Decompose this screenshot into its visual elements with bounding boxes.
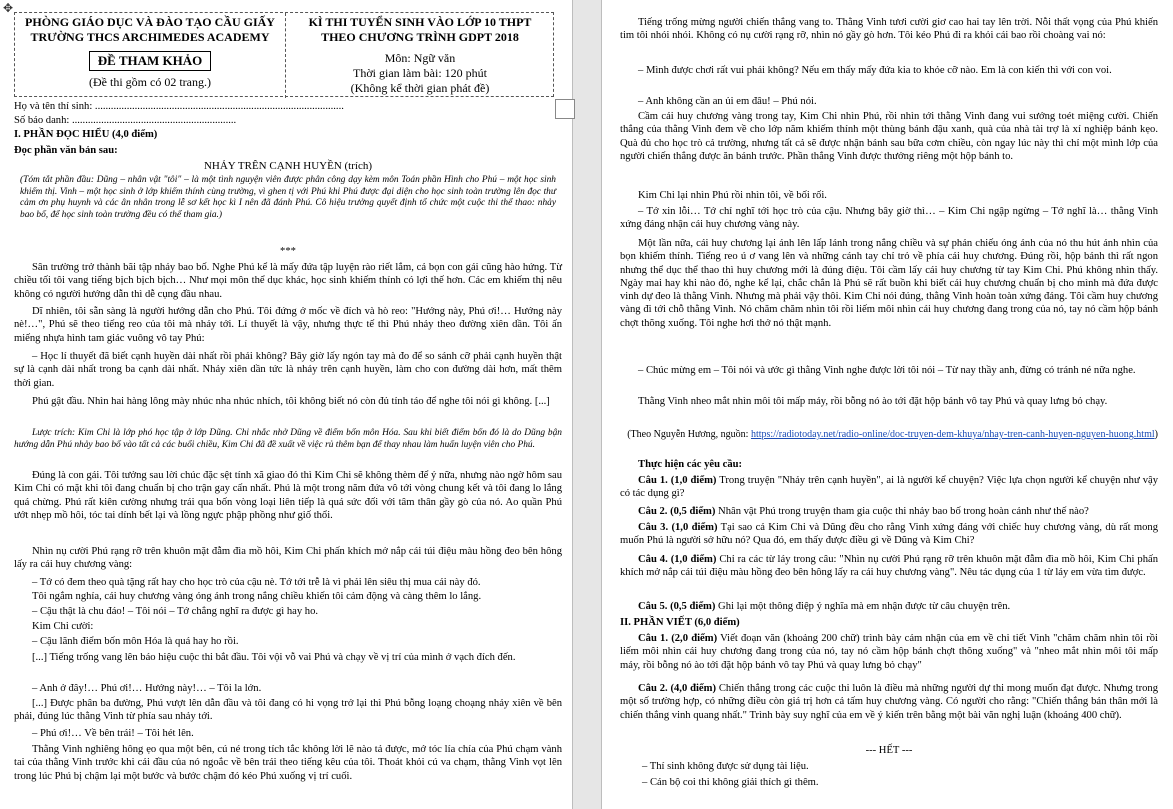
program-title: THEO CHƯƠNG TRÌNH GDPT 2018 (321, 30, 519, 44)
source-suffix: ) (1154, 429, 1158, 440)
tasks-heading: Thực hiện các yêu cầu: (638, 459, 743, 470)
question-2-text: Nhân vật Phú trong truyện tham gia cuộc thi nhảy bao bố trong hoàn cảnh như thế nào? (715, 506, 1089, 517)
source-link[interactable]: https://radiotoday.net/radio-online/doc-truyen-dem-khuya/nhay-tren-canh-huyen-nguyen-huong.html (750, 429, 1155, 440)
story-paragraph: – Cậu lãnh điểm bốn môn Hóa là quá hay ho rồi. (32, 636, 239, 647)
part2-heading: II. PHẦN VIẾT (6,0 điểm) (620, 617, 740, 628)
story-paragraph: Thằng Vinh nheo mắt nhìn môi tôi mấp máy, rồi bỗng nó ào tới đặt hộp bánh vô tay Phú và quay lưng bỏ chạy. (638, 396, 1108, 407)
question-3-label: Câu 3. (1,0 điểm) (638, 522, 718, 533)
page-1 (0, 0, 572, 809)
story-paragraph: – Cậu thật là chu đáo! – Tôi nói – Tớ chẳng nghĩ ra được gì hay ho. (32, 606, 319, 617)
note-1: – Thí sinh không được sử dụng tài liệu. (642, 761, 809, 772)
writing-task-2 (620, 682, 1158, 722)
candidate-name-line[interactable]: Họ và tên thí sinh: .............................................................................................. (14, 101, 344, 112)
story-paragraph: Sân trường trở thành bãi tập nhảy bao bố. Nghe Phú kể là mấy đứa tập luyện rào riết lắm, cả bọn con gái cũng hào hứng. Từ chiều tối tôi vang tiếng bịch bịch bịch… Như mọi môn thể dục khác, học sinh khiếm thính có lợi thế hơn. Các em khiếm thị nêu không có người hướng dẫn thì dễ cụng đầu nhau. (14, 262, 562, 300)
story-paragraph: [...] Được phân ba đường, Phú vượt lên dẫn đầu và tôi đang có hi vọng trở lại thì Phú bỗng loạng choạng nhảy xiên về bên phải, đúng lúc thằng Vinh từ phía sau nhảy tới. (14, 698, 562, 723)
question-3-text: Tại sao cả Kim Chi và Dũng đều cho rằng Vinh xứng đáng với chiếc huy chương vàng, dù rất mong muốn Phú là người sở hữu nó? Qua đó, em thấy được điều gì về Dũng và Kim Chi? (620, 522, 1159, 547)
page-2 (602, 0, 1173, 809)
question-5 (620, 600, 1158, 613)
story-paragraph: Kim Chi lại nhìn Phú rồi nhìn tôi, về bối rối. (638, 190, 827, 201)
story-paragraph: – Học lí thuyết đã biết cạnh huyền dài nhất rồi phải không? Bây giờ lấy ngón tay mà đo để so sánh cỡ phải cạnh huyền thật sự là cạnh dài nhất trong ba cạnh dài nhất. Nhảy xiên dần tức là nhảy trên cạnh huyền, làm cho con đường dài hơn, mất thêm thời gian. (14, 351, 562, 389)
page-corner-marker (555, 99, 575, 119)
time-note: (Không kể thời gian phát đề) (350, 81, 490, 95)
story-paragraph: [...] Tiếng trống vang lên báo hiệu cuộc thi bắt đầu. Tôi vội vỗ vai Phú và chạy về vị trí của mình ở vạch đích đến. (32, 652, 516, 663)
question-4-text: Chỉ ra các từ láy trong câu: "Nhìn nụ cười Phú rạng rỡ trên khuôn mặt đẫm đìa mồ hôi, Kim Chi phấn khích mở nắp cái túi điệu màu hồng đeo bên hông lấy ra cái huy chương vàng". Nêu tác dụng của 1 từ láy em vừa tìm được. (620, 554, 1158, 579)
story-paragraph: – Anh không cần an ủi em đâu! – Phú nói. (638, 96, 817, 107)
section-stars: *** (280, 246, 296, 257)
header-right (287, 15, 553, 96)
story-paragraph: – Tớ xin lỗi… Tớ chỉ nghĩ tới học trò của cậu. Nhưng bây giờ thì… – Kim Chi ngập ngừng – Tớ nghĩ là… thằng Vinh xứng đáng nhận cái huy chương vàng này. (620, 206, 1158, 231)
pages-note: (Đề thi gồm có 02 trang.) (89, 75, 211, 89)
reading-instruction: Đọc phần văn bản sau: (14, 145, 118, 156)
note-2: – Cán bộ coi thi không giải thích gì thêm. (642, 777, 819, 788)
candidate-id-line[interactable]: Số báo danh: .............................................................. (14, 115, 237, 126)
writing-task-1-label: Câu 1. (2,0 điểm) (638, 633, 718, 644)
question-1 (620, 474, 1158, 501)
part1-heading: I. PHẦN ĐỌC HIỂU (4,0 điểm) (14, 129, 158, 140)
question-5-label: Câu 5. (0,5 điểm) (638, 601, 716, 612)
page-gutter (572, 0, 602, 809)
story-paragraph: – Anh ở đây!… Phú ơi!… Hướng này!… – Tôi la lớn. (32, 683, 262, 694)
question-1-label: Câu 1. (1,0 điểm) (638, 475, 717, 486)
story-paragraph: Cầm cái huy chương vàng trong tay, Kim Chi nhìn Phú, rồi nhìn tới thằng Vinh đang vui sướng toét miệng cười. Chiến thắng của thằng Vinh đem về cho lớp năm khiếm thính một thùng bánh đậu xanh, quà của nhà tài trợ là xí nghiệp bánh kẹo. Quà đủ cho học trò cả trường, nhưng tất cả sẽ được nhận bánh sau bữa cơm chiều, còn ngay lúc này thì chỉ một mình lớp của người chiến thắng được ăn bánh trước. Phần thắng Vinh được thưởng riêng một hộp bánh to. (620, 111, 1158, 162)
source-prefix: (Theo Nguyễn Hương, nguồn: (627, 429, 751, 440)
subject: Môn: Ngữ văn (384, 51, 456, 65)
table-move-handle-icon[interactable]: ✥ (2, 1, 14, 15)
story-paragraph: Đúng là con gái. Tôi tưởng sau lời chúc đặc sệt tính xã giao đó thì Kim Chi sẽ không thèm để ý nữa, nhưng nào ngờ hôm sau Kim Chi có mặt khi tôi đang chuẩn bị cho trận gay cấn nhất. Phú là một trong năm đứa vô tới vòng chung kết và tôi đang lo lắng quá chừng. Phú rất kiên cường nhưng trái qua bốn vòng loại liên tiếp là quá sức đối với tâm thân gầy gò của nó. Ao quần Phú ướt nhẹp mồ hôi, tóc tai dính bết lại và lồng ngực phập phồng như giố thổi. (14, 470, 562, 521)
story-source (620, 429, 1158, 442)
story-paragraph: Tôi ngắm nghía, cái huy chương vàng óng ánh trong nắng chiều khiến tôi cảm động và càng thêm lo lắng. (32, 591, 482, 602)
end-marker: --- HẾT --- (865, 745, 913, 756)
story-paragraph: Kim Chi cười: (32, 621, 94, 632)
story-paragraph: – Tớ có đem theo quà tặng rất hay cho học trò của cậu nè. Tớ tới trễ là vì phải lên siêu thị mua cái này đó. (32, 577, 481, 588)
writing-task-1-text: Viết đoạn văn (khoảng 200 chữ) trình bày cảm nhận của em về chi tiết Vinh "chăm chăm nhìn tôi rồi liếm môi nhìn cái huy chương đang trong của nó, tay nó cầm hộp bánh chợt thõng xuống" và "nheo mắt nhìn môi tôi mấp máy, rồi bỗng nó ào tới đặt hộp bánh vô tay Phú và quay lưng bỏ chạy" (620, 633, 1158, 671)
question-4-label: Câu 4. (1,0 điểm) (638, 554, 717, 565)
question-4 (620, 553, 1158, 580)
story-paragraph: Một lần nữa, cái huy chương lại ánh lên lấp lánh trong nắng chiều và sự phản chiếu óng ánh của nó thu hút ánh nhìn của bọn khiếm thính. Tiếng reo ú ơ vang lên và những cánh tay chỉ trỏ về phía cái huy chương. Đúng rồi, hộp bánh thì rất ngon nhưng thể dục thể thao thì huy chương mới là đúng điệu. Tôi cầm lấy cái huy chương từ tay Kim Chi. Phú không nhìn thấy. Ngày mai hay khi nào đó, nghe kể lại, chắc chắn là Phú sẽ rất buồn khi biết cái huy chương chuẩn bị cho mình mà đứa được vinh dự đeo là thằng Vinh. Nhưng mà phải vậy thôi. Kim Chi nói đúng, thằng Vinh hoàn toàn xứng đáng. Tôi cầm huy chương vàng đi tới chỗ thằng Vinh. Nó chăm chăm nhìn tôi rồi liếm môi nhìn cái huy chương đang trong của nó, tay nó cầm hộp bánh chợt thõng xuống. Tôi nghe hơi thở nó thật mạnh. (620, 238, 1158, 329)
story-paragraph: – Phú ơi!… Về bên trái! – Tôi hét lên. (32, 728, 194, 739)
story-title: NHẢY TRÊN CẠNH HUYỀN (trích) (203, 160, 373, 172)
story-paragraph: Dĩ nhiên, tôi sẵn sàng là người hướng dẫn cho Phú. Tôi đứng ở mốc về đích và hò reo: "Hướng này, Phú ơi!… Hướng này nè!…", Phú sẽ theo tiếng reo của tôi mà nhảy tới. Lí thuyết là vậy, nhưng thực tế thì Phú nhảy theo đường xiên dần. Tôi ấn miếng nhựa hình tam giác vuông vô tay Phú: (14, 306, 562, 344)
department-name: PHÒNG GIÁO DỤC VÀ ĐÀO TẠO CẦU GIẤY (25, 15, 275, 29)
writing-task-1 (620, 632, 1158, 672)
story-paragraph: Thằng Vinh nghiêng hông ẹo qua một bên, cú né trong tích tắc không lời lẽ nào tả được, mớ tóc lía chía của Phú chạm vành tai của thằng Vinh trước khi cái đầu của nó ngoắc về bên trái theo tiếng kêu của tôi. Thoát khỏi cú va chạm, thằng Vinh vọt lên trong lúc Phú bị chậm lại một bước và bước chậm đó kéo Phú xuống vị trí cuối. (14, 744, 562, 782)
question-2 (620, 505, 1158, 518)
question-2-label: Câu 2. (0,5 điểm) (638, 506, 716, 517)
story-paragraph: – Chúc mừng em – Tôi nói và ước gì thằng Vinh nghe được lời tôi nói – Từ nay thầy anh, đừng có tránh né nữa nghe. (638, 365, 1136, 376)
writing-task-2-label: Câu 2. (4,0 điểm) (638, 683, 716, 694)
school-name: TRƯỜNG THCS ARCHIMEDES ACADEMY (30, 30, 270, 44)
story-paragraph: – Mình được chơi rất vui phải không? Nếu em thấy mấy đứa kia to khỏe cỡ nào. Em là con kiến thì với con voi. (638, 65, 1112, 76)
question-1-text: Trong truyện "Nhảy trên cạnh huyền", ai là người kể chuyện? Việc lựa chọn người kể chuyện như vậy có tác dụng gì? (620, 475, 1159, 500)
story-paragraph: Nhìn nụ cười Phú rạng rỡ trên khuôn mặt đẫm đìa mồ hôi, Kim Chi phấn khích mở nắp cái túi điệu màu hồng đeo bên hông lấy ra cái huy chương vàng: (14, 546, 562, 571)
story-excerpt-summary: Lược trích: Kim Chi là lớp phó học tập ở lớp Dũng. Chi nhắc nhở Dũng về điểm bốn môn Hóa. Sau khi biết điểm bốn đó là do Dũng bận hướng dẫn Phú nhảy bao bố vào tất cả các buổi chiều, Kim Chi đã đề xuất về việc rủ thêm bạn để thay nhau làm huấn luyện viên cho Phú. (14, 428, 562, 450)
exam-header-table (14, 12, 554, 97)
story-paragraph: Phú gật đầu. Nhìn hai hàng lông mày nhúc nha nhúc nhích, tôi không biết nó còn đủ tỉnh táo để nghe tôi nói gì không. [...] (32, 396, 550, 407)
story-paragraph: Tiếng trống mừng người chiến thắng vang to. Thằng Vinh tươi cười giơ cao hai tay lên trời. Nỗi thất vọng của Phú khiến tim tôi nhói nhói. Không có nụ cười rạng rỡ, nhìn nó gầy gò hơn. Tôi kéo Phú đi ra khỏi cái bao rồi choàng vai nó: (620, 17, 1158, 42)
header-left (15, 15, 285, 90)
exam-time: Thời gian làm bài: 120 phút (353, 66, 487, 80)
question-5-text: Ghi lại một thông điệp ý nghĩa mà em nhận được từ câu chuyện trên. (715, 601, 1011, 612)
story-summary: (Tóm tắt phần đầu: Dũng – nhân vật "tôi" – là một tình nguyện viên được phân công dạy kèm môn Toán phần Hình cho Phú – một học sinh khiếm thị. Vinh – một học sinh ở lớp khiếm thính cùng trường, vì ghen tị với Phú khi Phú được đại diện cho học sinh toàn trường lên đọc thư cảm ơn phụ huynh và các ân nhân trong lễ sơ kết học kì I nên đã đánh Phú. Cô hiệu trưởng quyết định tổ chức một cuộc thi thể thao: nhảy bao bố, để học sinh toàn trường đều có thể tham gia.) (20, 175, 556, 220)
exam-title: KÌ THI TUYỂN SINH VÀO LỚP 10 THPT (308, 15, 532, 29)
reference-exam-label: ĐỀ THAM KHẢO (89, 51, 212, 71)
writing-task-2-text: Chiến thắng trong các cuộc thi luôn là điều mà những người dự thi mong muốn đạt được. Nhưng trong một số trường hợp, có những điều còn giá trị hơn cả tấm huy chương vàng. Có người cho rằng: "Chiến thắng bản thân mới là chiến thắng vinh quang nhất." Trình bày suy nghĩ của em về ý kiến trên bằng một bài văn nghị luận (khoảng 400 chữ). (620, 683, 1158, 721)
question-3 (620, 521, 1158, 548)
header-divider (285, 13, 286, 98)
